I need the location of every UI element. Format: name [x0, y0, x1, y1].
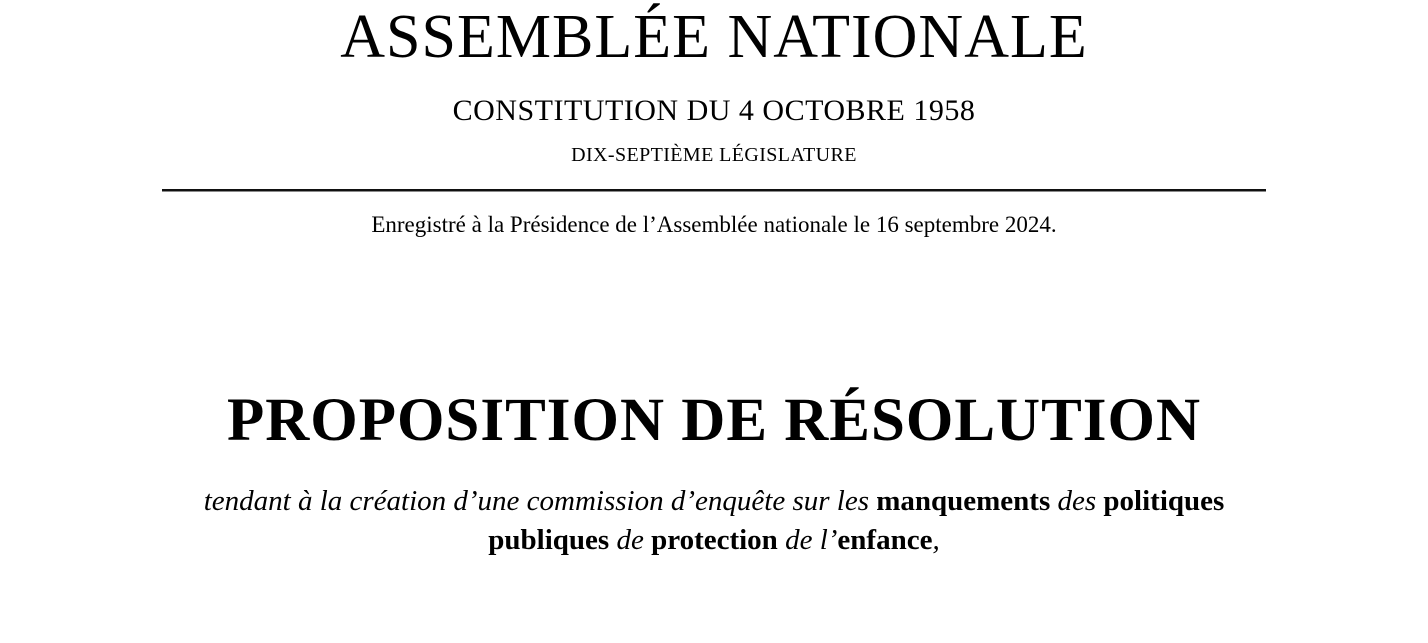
subtitle-segment-2: manquements — [876, 485, 1051, 517]
legislature-line: DIX-SEPTIÈME LÉGISLATURE — [571, 144, 857, 166]
subtitle-segment-7: de l’ — [777, 524, 838, 557]
subtitle-segment-3: des — [1050, 485, 1104, 517]
subtitle-segment-9: , — [932, 524, 940, 557]
registration-line: Enregistré à la Présidence de l’Assemblée nationale le 16 septembre 2024. — [371, 212, 1057, 237]
assembly-title: ASSEMBLÉE NATIONALE — [340, 3, 1088, 71]
subtitle-segment-8: enfance — [837, 524, 933, 557]
subtitle-segment-6: protection — [651, 524, 778, 557]
resolution-subtitle — [154, 456, 1274, 560]
subtitle-segment-1: tendant à la création d’une commission d’enquête sur les — [203, 485, 877, 517]
subtitle-segment-4: politiques publiques — [488, 485, 1225, 557]
subtitle-segment-5: de — [609, 524, 652, 557]
resolution-title: PROPOSITION DE RÉSOLUTION — [226, 387, 1202, 454]
masthead — [0, 0, 1428, 238]
constitution-line: CONSTITUTION DU 4 OCTOBRE 1958 — [452, 94, 976, 127]
